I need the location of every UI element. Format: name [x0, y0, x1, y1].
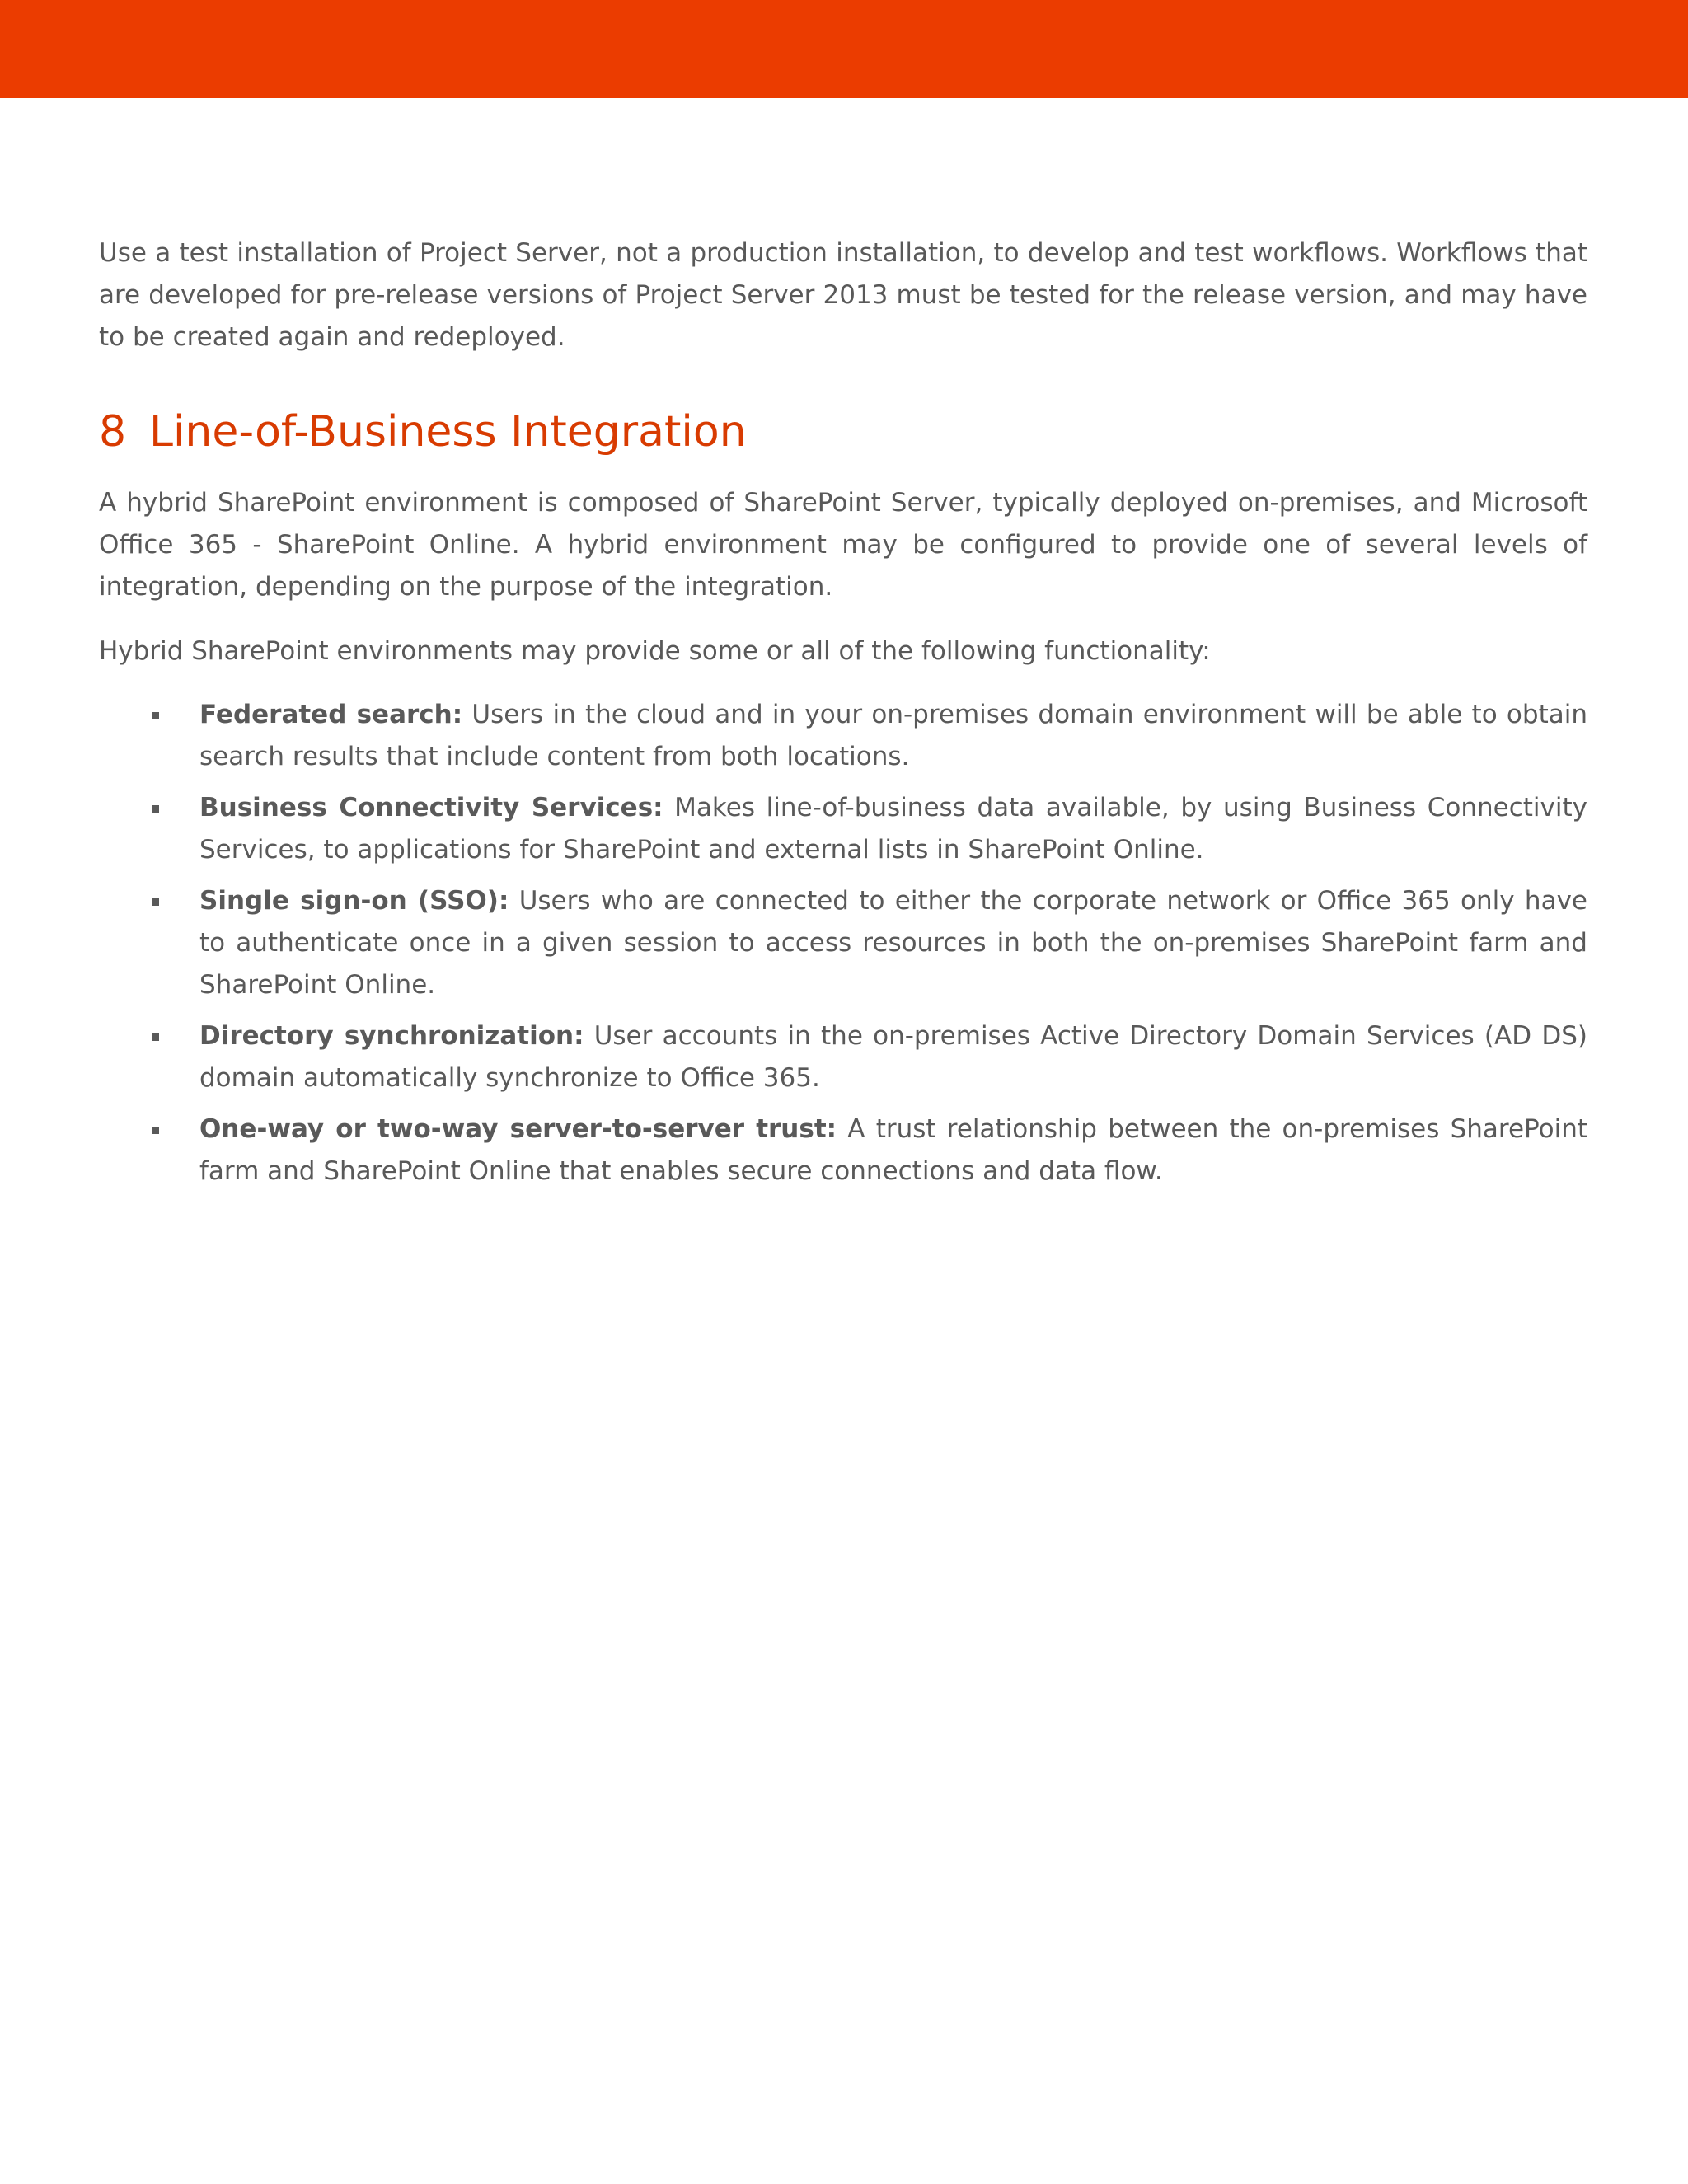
square-bullet-icon [152, 1127, 159, 1134]
bullet-text: Makes line-of-business data available, by using Business Connectivity Services, to applications for SharePoint and external lists in SharePoint Online. [199, 793, 1587, 865]
square-bullet-icon [152, 805, 159, 813]
list-item-single-sign-on [99, 880, 1587, 1006]
square-bullet-icon [152, 712, 159, 719]
list-item-directory-sync [99, 1015, 1587, 1099]
document-body [99, 232, 1587, 1202]
intro-paragraph: Use a test installation of Project Server, not a production installation, to develop and test workflows. Workflows that are developed for pre-release versions of Project Server 2013 must be tested for the release version, and may have to be created again and redeployed. [99, 238, 1587, 352]
square-bullet-icon [152, 898, 159, 906]
section-heading [99, 403, 1587, 461]
functionality-list [99, 694, 1587, 1193]
bullet-text: Users who are connected to either the corporate network or Office 365 only have to authenticate once in a given session to access resources in both the on-premises SharePoint farm and SharePoint Online. [199, 886, 1587, 1000]
section-title: Line-of-Business Integration [149, 407, 747, 457]
list-item-server-trust [99, 1108, 1587, 1193]
list-item-business-connectivity [99, 787, 1587, 871]
bullet-term: Directory synchronization: [199, 1021, 584, 1051]
square-bullet-icon [152, 1033, 159, 1041]
bullet-text: A trust relationship between the on-premises SharePoint farm and SharePoint Online that enables secure connections and data flow. [199, 1114, 1588, 1186]
bullet-term: One-way or two-way server-to-server trust: [199, 1114, 837, 1144]
hybrid-paragraph: A hybrid SharePoint environment is composed of SharePoint Server, typically deployed on-premises, and Microsoft Office 365 - SharePoint Online. A hybrid environment may be configured to provide one of several levels of integration, depending on the purpose of the integration. [99, 488, 1587, 602]
list-item-federated-search [99, 694, 1587, 778]
functionality-paragraph: Hybrid SharePoint environments may provide some or all of the following functionality: [99, 636, 1211, 666]
bullet-term: Federated search: [199, 700, 463, 729]
bullet-text: User accounts in the on-premises Active Directory Domain Services (AD DS) domain automatically synchronize to Office 365. [199, 1021, 1587, 1093]
bullet-term: Business Connectivity Services: [199, 793, 663, 823]
bullet-text: Users in the cloud and in your on-premises domain environment will be able to obtain search results that include content from both locations. [199, 700, 1587, 771]
bullet-term: Single sign-on (SSO): [199, 886, 509, 916]
section-number: 8 [99, 407, 127, 457]
header-accent-bar [0, 0, 1688, 98]
